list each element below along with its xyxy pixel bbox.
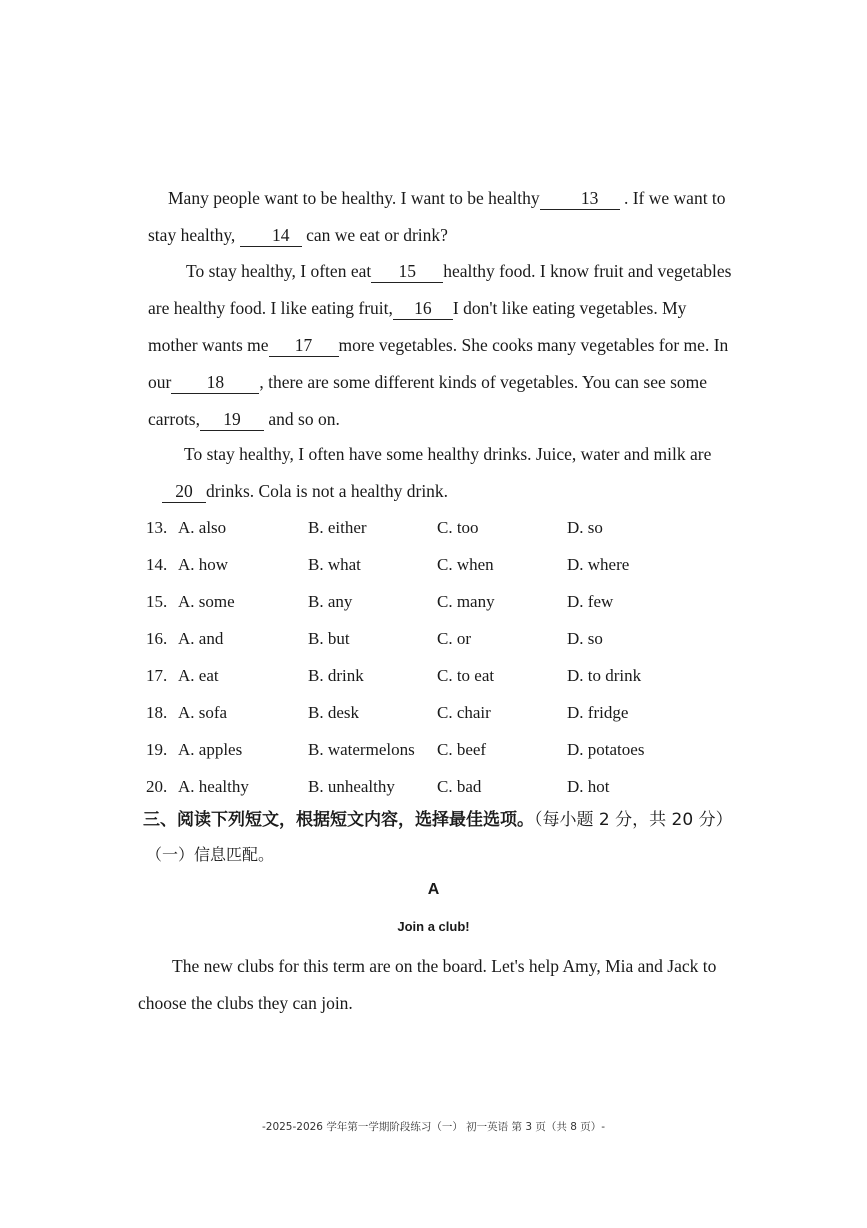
option-c[interactable]: C. bad (437, 777, 482, 796)
cloze-text: To stay healthy, I often have some healthy drinks. Juice, water and milk are (184, 444, 712, 464)
option-b[interactable]: B. drink (308, 666, 364, 685)
question-20-options (146, 772, 786, 802)
question-13-options (146, 513, 786, 543)
option-d[interactable]: D. where (567, 555, 630, 574)
option-c[interactable]: C. too (437, 518, 479, 537)
question-number: 19. (146, 740, 168, 759)
cloze-text: To stay healthy, I often eat (186, 261, 372, 281)
cloze-text: , there are some different kinds of vegetables. You can see some (259, 372, 708, 392)
option-b[interactable]: B. any (308, 592, 353, 611)
option-b[interactable]: B. desk (308, 703, 359, 722)
question-14-options (146, 550, 786, 580)
question-18-options (146, 698, 786, 728)
question-number: 16. (146, 629, 168, 648)
option-b[interactable]: B. watermelons (308, 740, 415, 759)
option-a[interactable]: A. healthy (178, 777, 249, 796)
cloze-text: I don't like eating vegetables. My (452, 298, 687, 318)
option-d[interactable]: D. to drink (567, 666, 642, 685)
passage-letter: A (427, 881, 440, 898)
option-c[interactable]: C. or (437, 629, 471, 648)
blank-17: 17 (269, 334, 339, 357)
blank-14: 14 (240, 224, 302, 247)
question-number: 20. (146, 777, 168, 796)
option-c[interactable]: C. beef (437, 740, 487, 759)
cloze-paragraph-2 (148, 253, 772, 438)
option-d[interactable]: D. potatoes (567, 740, 645, 759)
question-17-options (146, 661, 786, 691)
subsection-heading: （一）信息匹配。 (146, 845, 275, 864)
option-c[interactable]: C. chair (437, 703, 491, 722)
option-b[interactable]: B. what (308, 555, 361, 574)
section-title: 三、阅读下列短文，根据短文内容，选择最佳选项。 (143, 810, 534, 830)
blank-20: 20 (162, 480, 206, 503)
cloze-text: carrots, (148, 409, 200, 429)
option-a[interactable]: A. how (178, 555, 229, 574)
question-number: 17. (146, 666, 168, 685)
cloze-text: can we eat or drink? (301, 225, 448, 245)
cloze-text: mother wants me (148, 335, 269, 355)
passage-intro: The new clubs for this term are on the board. Let's help Amy, Mia and Jack to choose the clubs they can join. (138, 956, 717, 1013)
option-c[interactable]: C. to eat (437, 666, 495, 685)
cloze-text: healthy food. I know fruit and vegetables (443, 261, 732, 281)
question-19-options (146, 735, 786, 765)
cloze-text: drinks. Cola is not a healthy drink. (206, 481, 449, 501)
option-d[interactable]: D. so (567, 629, 603, 648)
option-a[interactable]: A. some (178, 592, 235, 611)
cloze-text: are healthy food. I like eating fruit, (148, 298, 393, 318)
cloze-text: . If we want to (619, 188, 726, 208)
blank-13: 13 (540, 187, 620, 210)
option-b[interactable]: B. unhealthy (308, 777, 395, 796)
option-c[interactable]: C. many (437, 592, 495, 611)
cloze-text: our (148, 372, 172, 392)
option-a[interactable]: A. also (178, 518, 227, 537)
option-a[interactable]: A. and (178, 629, 224, 648)
question-number: 13. (146, 518, 168, 537)
cloze-text: stay healthy, (148, 225, 236, 245)
section-heading (143, 806, 803, 834)
section-score: （每小题 2 分，共 20 分） (534, 810, 733, 830)
cloze-paragraph-1 (148, 180, 772, 254)
option-d[interactable]: D. so (567, 518, 603, 537)
question-number: 18. (146, 703, 168, 722)
question-number: 14. (146, 555, 168, 574)
option-a[interactable]: A. eat (178, 666, 219, 685)
option-d[interactable]: D. few (567, 592, 614, 611)
option-b[interactable]: B. but (308, 629, 350, 648)
blank-19: 19 (200, 408, 264, 431)
question-number: 15. (146, 592, 168, 611)
cloze-text: and so on. (264, 409, 340, 429)
cloze-text: Many people want to be healthy. I want to be healthy (168, 188, 540, 208)
blank-18: 18 (171, 371, 259, 394)
question-16-options (146, 624, 786, 654)
option-d[interactable]: D. fridge (567, 703, 629, 722)
cloze-text: more vegetables. She cooks many vegetables for me. In (338, 335, 729, 355)
blank-15: 15 (371, 260, 443, 283)
option-a[interactable]: A. sofa (178, 703, 228, 722)
option-b[interactable]: B. either (308, 518, 367, 537)
blank-16: 16 (393, 297, 453, 320)
page-footer: -2025-2026 学年第一学期阶段练习（一） 初一英语 第 3 页（共 8 页）- (261, 1121, 606, 1133)
cloze-paragraph-3 (148, 436, 772, 510)
option-c[interactable]: C. when (437, 555, 494, 574)
passage-title: Join a club! (397, 919, 470, 934)
option-d[interactable]: D. hot (567, 777, 610, 796)
question-15-options (146, 587, 786, 617)
option-a[interactable]: A. apples (178, 740, 243, 759)
